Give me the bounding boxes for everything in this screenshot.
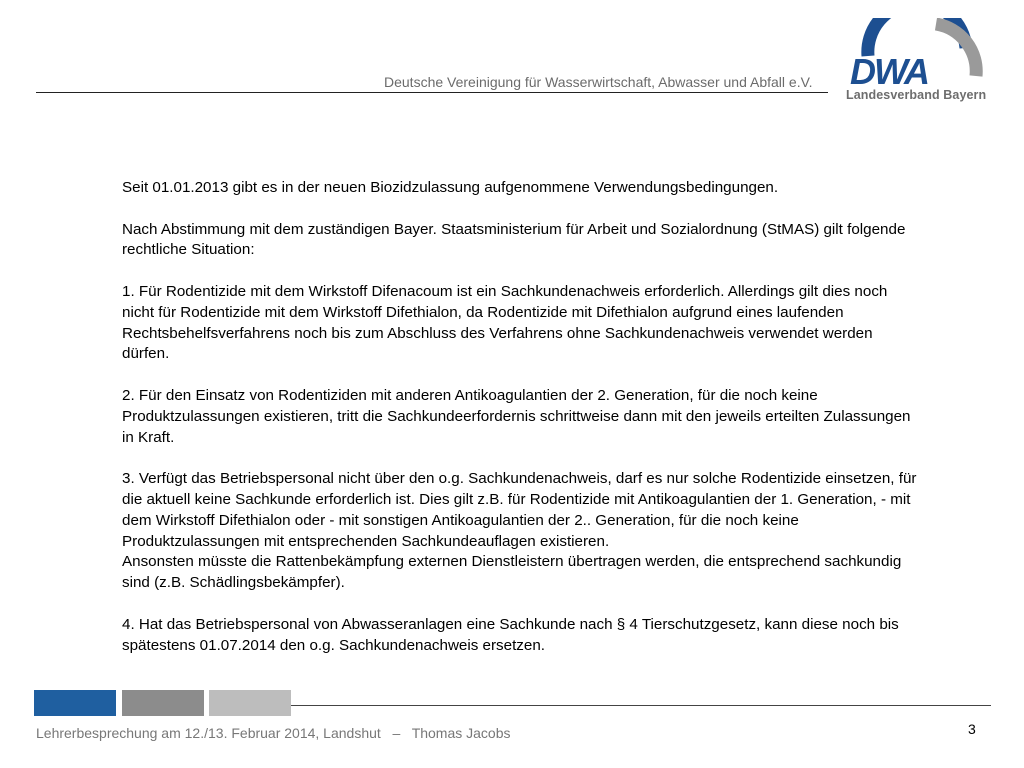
logo-wordmark: DWA	[850, 51, 928, 92]
paragraph-intro: Seit 01.01.2013 gibt es in der neuen Biozidzulassung aufgenommene Verwendungsbedingungen.	[122, 179, 779, 196]
dwa-logo	[844, 18, 987, 110]
paragraph-situation: Nach Abstimmung mit dem zuständigen Bayer. Staatsministerium für Arbeit und Sozialordnung (StMAS) gilt folgende rechtliche Situation:	[122, 220, 906, 259]
footer-divider	[291, 705, 991, 706]
footer-bar-lightgray	[209, 690, 291, 716]
header-divider	[36, 92, 828, 93]
organization-name: Deutsche Vereinigung für Wasserwirtschaft, Abwasser und Abfall e.V.	[384, 74, 813, 90]
footer-bar-blue	[34, 690, 116, 716]
footer-bar-gray	[122, 690, 204, 716]
paragraph-point-1: 1. Für Rodentizide mit dem Wirkstoff Difenacoum ist ein Sachkundenachweis erforderlich. Allerdings gilt dies noch nicht für Rodentizide mit dem Wirkstoff Difethialon, da Rodentizide mit Difethialon aufgrund eines laufenden Rechtsbehelfsverfahrens noch bis zum Abschluss des Verfahrens ohne Sachkundenachweis verwendet werden dürfen.	[122, 282, 888, 363]
footer-speaker: Thomas Jacobs	[411, 725, 511, 741]
logo-subtitle: Landesverband Bayern	[846, 88, 987, 102]
paragraph-point-3: 3. Verfügt das Betriebspersonal nicht über den o.g. Sachkundenachweis, darf es nur solche Rodentizide einsetzen, für die aktuell keine Sachkunde erforderlich ist. Dies gilt z.B. für Rodentizide mit Antikoagulantien der 1. Generation, - mit dem Wirkstoff Difethialon oder - mit sonstigen Antikoagulantien der 2.. Generation, für die noch keine Produktzulassungen mit entsprechenden Sachkundeauflagen existieren.	[122, 470, 917, 550]
slide-body	[122, 178, 922, 677]
footer-event: Lehrerbesprechung am 12./13. Februar 2014, Landshut	[36, 725, 381, 741]
paragraph-alternative: Ansonsten müsste die Rattenbekämpfung externen Dienstleistern übertragen werden, die entsprechend sachkundig sind (z.B. Schädlingsbekämpfer).	[122, 553, 902, 592]
paragraph-point-4: 4. Hat das Betriebspersonal von Abwasseranlagen eine Sachkunde nach § 4 Tierschutzgesetz, kann diese noch bis spätestens 01.07.2014 den o.g. Sachkundenachweis ersetzen.	[122, 615, 899, 654]
page-number: 3	[968, 721, 976, 737]
footer-caption	[36, 725, 511, 741]
footer-separator: –	[392, 725, 401, 741]
paragraph-point-2: 2. Für den Einsatz von Rodentiziden mit anderen Antikoagulantien der 2. Generation, für die noch keine Produktzulassungen existieren, tritt die Sachkundeerfordernis schrittweise dann mit den jeweils erteilten Zulassungen in Kraft.	[122, 386, 911, 446]
